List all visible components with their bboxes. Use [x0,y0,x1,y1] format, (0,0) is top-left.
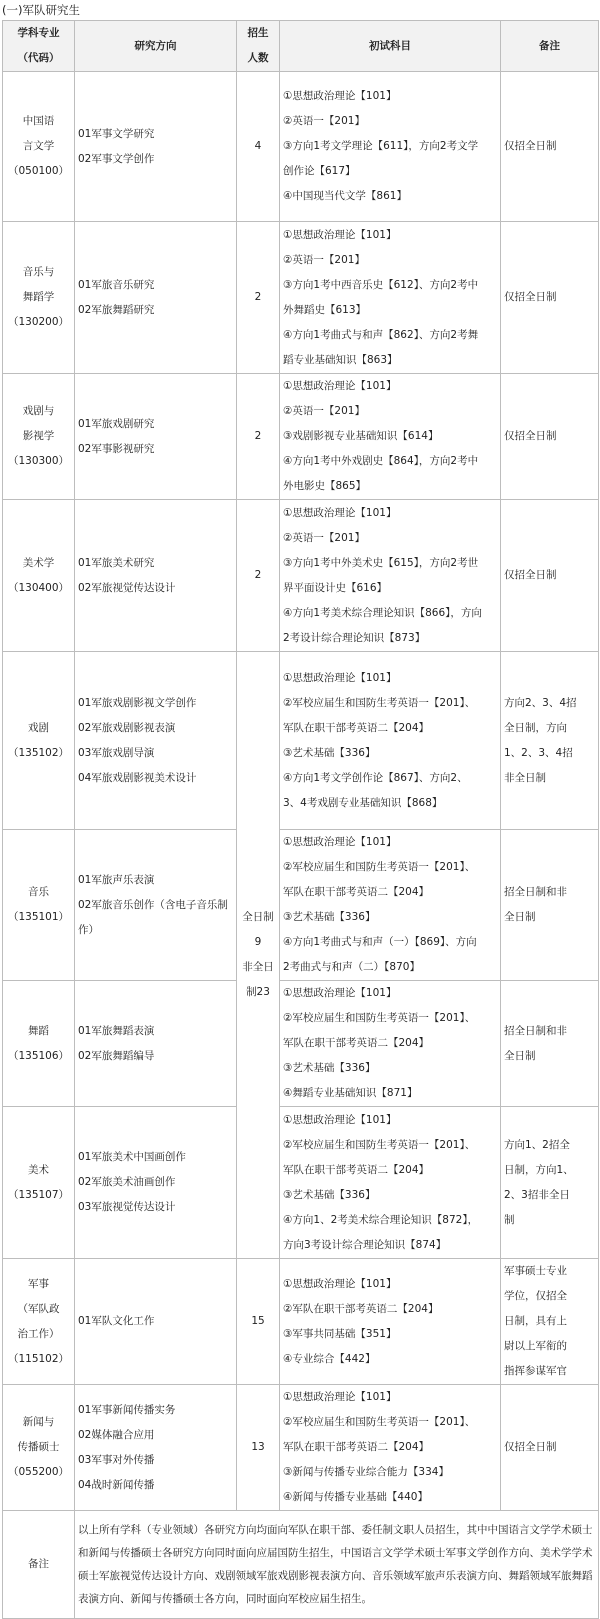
footnote-row [3,1511,599,1619]
exam-line: ③戏剧影视专业基础知识【614】 [283,430,439,442]
major-line: 军事 [28,1277,49,1290]
major-line: 音乐 [28,886,49,898]
major-cell [3,830,75,981]
header-direction: 研究方向 [75,21,237,72]
exam-line: ③方向1考中外美术史【615】，方向2考世 [283,556,479,569]
enroll-cell: 2 [237,374,280,500]
exam-line: ①思想政治理论【101】 [283,90,397,102]
note-cell [501,1107,599,1259]
header-major-line-2: （代码） [17,52,60,64]
exam-cell [280,222,501,374]
exam-line: 军队在职干部考英语二【204】 [283,1037,430,1049]
exam-line: ④方向1考中外戏剧史【864】，方向2考中 [283,455,479,467]
note-cell [501,981,599,1107]
major-line: 治工作） [17,1327,60,1340]
major-cell [3,500,75,652]
exam-line: 外电影史【865】 [283,480,367,492]
direction-cell [75,500,237,652]
section-title: (一)军队研究生 [2,3,80,17]
header-row [3,21,599,72]
direction-line: 01军旅美术中国画创作 [78,1151,186,1163]
note-line: 1、2、3、4招 [504,746,573,759]
direction-line: 02军事影视研究 [78,442,155,455]
enroll-merged-line: 全日制9 [242,911,274,948]
major-line: （135107） [7,1188,70,1201]
table-row [3,1107,599,1259]
exam-line: ①思想政治理论【101】 [283,228,397,241]
note-line: 仅招全日制 [504,430,557,442]
major-line: （135101） [7,911,70,923]
note-line: 仅招全日制 [504,569,557,581]
direction-cell [75,1259,237,1385]
major-line: （军队政 [17,1302,60,1315]
direction-cell [75,830,237,981]
exam-line: ③艺术基础【336】 [283,746,376,759]
exam-line: ①思想政治理论【101】 [283,836,397,848]
exam-line: 外舞蹈史【613】 [283,303,367,316]
exam-line: ④中国现当代文学【861】 [283,190,407,202]
exam-line: ④专业综合【442】 [283,1352,376,1365]
exam-cell [280,981,501,1107]
direction-line: 02军旅戏剧影视表演 [78,721,176,734]
note-line: 日制，方向1、 [504,1163,574,1176]
major-line: （135102） [7,746,70,759]
note-cell [501,222,599,374]
note-line: 军事硕士专业 [504,1265,567,1277]
major-cell [3,1259,75,1385]
exam-line: ④方向1、2考美术综合理论知识【872】， [283,1213,479,1226]
table-row [3,981,599,1107]
direction-line: 04军旅戏剧影视美术设计 [78,771,197,784]
major-cell [3,652,75,830]
header-note: 备注 [501,21,599,72]
direction-line: 03军旅视觉传达设计 [78,1201,176,1213]
enroll-cell: 2 [237,222,280,374]
note-line: 仅招全日制 [504,140,557,152]
exam-line: ②英语一【201】 [283,405,365,417]
exam-line: ③方向1考文学理论【611】，方向2考文学 [283,140,479,152]
table-row [3,72,599,222]
exam-cell [280,72,501,222]
exam-line: ①思想政治理论【101】 [283,1113,397,1126]
direction-line: 作） [78,923,99,936]
major-line: 舞蹈学 [22,291,55,303]
exam-line: 军队在职干部考英语二【204】 [283,1163,430,1176]
note-cell [501,500,599,652]
enroll-cell: 13 [237,1385,280,1511]
exam-line: 2考设计综合理论知识【873】 [283,631,426,644]
table-row [3,374,599,500]
direction-cell [75,1385,237,1511]
direction-cell [75,981,237,1107]
table-row [3,1259,599,1385]
exam-line: ②英语一【201】 [283,253,365,266]
enroll-cell: 2 [237,500,280,652]
major-line: （115102） [7,1352,70,1365]
exam-line: 蹈专业基础知识【863】 [283,353,398,366]
header-enroll-line-1: 招生 [247,27,269,39]
exam-line: 军队在职干部考英语二【204】 [283,886,430,898]
major-line: 美术学 [22,556,55,569]
note-line: 方向2、3、4招 [504,696,577,709]
exam-cell [280,1385,501,1511]
major-line: 戏剧 [28,721,49,734]
direction-cell [75,652,237,830]
footnote-label: 备注 [3,1511,75,1619]
exam-line: ③军事共同基础【351】 [283,1327,397,1340]
exam-line: ②军校应届生和国防生考英语一【201】、 [283,1012,476,1024]
enroll-merged-line: 非全日 [242,961,274,973]
note-line: 仅招全日制 [504,291,557,303]
direction-line: 02军旅音乐创作（含电子音乐制 [78,898,228,911]
note-cell [501,652,599,830]
exam-line: 2考曲式与和声（二）【870】 [283,961,420,973]
major-line: 音乐与 [22,266,55,278]
direction-line: 02军旅舞蹈研究 [78,303,155,316]
direction-cell [75,1107,237,1259]
major-cell [3,1107,75,1259]
note-line: 全日制 [504,911,536,923]
exam-line: ③新闻与传播专业综合能力【334】 [283,1466,449,1478]
header-enroll-line-2: 人数 [247,52,269,64]
note-line: 制 [504,1213,515,1226]
major-cell [3,374,75,500]
direction-line: 03军事对外传播 [78,1453,155,1466]
exam-line: ①思想政治理论【101】 [283,1391,397,1403]
direction-line: 04战时新闻传播 [78,1478,155,1491]
note-cell [501,72,599,222]
exam-line: ①思想政治理论【101】 [283,380,397,392]
note-line: 尉以上军衔的 [504,1340,567,1352]
exam-line: ①思想政治理论【101】 [283,506,397,519]
direction-cell [75,374,237,500]
note-line: 仅招全日制 [504,1441,557,1453]
enroll-merged-cell [237,652,280,1259]
note-cell [501,830,599,981]
exam-cell [280,1107,501,1259]
note-line: 学位，仅招全 [504,1290,567,1302]
direction-line: 02军旅视觉传达设计 [78,581,176,594]
note-cell [501,1385,599,1511]
major-line: 美术 [28,1163,49,1176]
exam-line: ②军校应届生和国防生考英语一【201】、 [283,1416,476,1428]
exam-line: 军队在职干部考英语二【204】 [283,721,430,734]
exam-line: ④方向1考曲式与和声【862】、方向2考舞 [283,328,479,341]
exam-cell [280,830,501,981]
direction-line: 01军旅声乐表演 [78,873,155,886]
exam-line: ②军校应届生和国防生考英语一【201】、 [283,696,476,709]
header-exam: 初试科目 [280,21,501,72]
direction-line: 01军旅音乐研究 [78,278,155,291]
major-line: 舞蹈 [28,1024,49,1037]
exam-line: ④方向1考文学创作论【867】、方向2、 [283,771,468,784]
major-line: （130200） [7,316,70,328]
table-row [3,222,599,374]
exam-line: ③艺术基础【336】 [283,911,376,923]
header-enroll [237,21,280,72]
exam-line: ③艺术基础【336】 [283,1062,376,1074]
exam-line: ④新闻与传播专业基础【440】 [283,1491,428,1503]
direction-line: 02军旅舞蹈编导 [78,1049,155,1062]
direction-line: 03军旅戏剧导演 [78,746,155,759]
direction-line: 01军旅美术研究 [78,556,155,569]
direction-line: 01军事新闻传播实务 [78,1403,176,1416]
major-line: （055200） [7,1466,70,1478]
major-line: （050100） [7,165,70,177]
table-row [3,830,599,981]
enroll-cell: 4 [237,72,280,222]
exam-line: ②军校应届生和国防生考英语一【201】、 [283,861,476,873]
exam-line: 军队在职干部考英语二【204】 [283,1441,430,1453]
note-line: 方向1、2招全 [504,1138,570,1151]
exam-line: ②英语一【201】 [283,531,365,544]
header-major [3,21,75,72]
direction-line: 01军旅戏剧研究 [78,417,155,430]
direction-line: 02军旅美术油画创作 [78,1176,176,1188]
direction-cell [75,72,237,222]
direction-line: 02媒体融合应用 [78,1428,155,1441]
note-line: 招全日制和非 [504,886,567,898]
direction-line: 01军旅舞蹈表演 [78,1024,155,1037]
note-line: 招全日制和非 [504,1024,567,1037]
note-cell [501,374,599,500]
note-line: 日制，具有上 [504,1315,567,1327]
exam-line: ④方向1考美术综合理论知识【866】，方向 [283,606,482,619]
major-cell [3,72,75,222]
major-line: 新闻与 [22,1416,55,1428]
note-line: 非全日制 [504,771,546,784]
major-line: 戏剧与 [22,405,55,417]
exam-line: ②军校应届生和国防生考英语一【201】、 [283,1138,476,1151]
major-line: （130400） [7,581,70,594]
footnote-text: 以上所有学科（专业领域）各研究方向均面向军队在职干部、委任制文职人员招生，其中中国语言文学学术硕士和新闻与传播硕士各研究方向同时面向应届国防生招生，中国语言文学学术硕士军事文学创作方向、美术学学术硕士军旅视觉传达设计方向、戏剧领域军旅戏剧影视表演方向、音乐领域军旅声乐表演方向、舞蹈领域军旅舞蹈表演方向、新闻与传播硕士各方向，同时面向军校应届生招生。 [75,1511,599,1619]
exam-cell [280,374,501,500]
exam-line: ①思想政治理论【101】 [283,987,397,999]
major-line: 传播硕士 [17,1441,60,1453]
major-cell [3,222,75,374]
exam-line: ①思想政治理论【101】 [283,671,397,684]
note-line: 全日制，方向 [504,721,567,734]
direction-cell [75,222,237,374]
note-line: 全日制 [504,1049,536,1062]
direction-line: 01军事文学研究 [78,127,155,140]
major-line: （130300） [7,455,70,467]
major-line: 言文学 [22,140,55,152]
exam-line: ②军队在职干部考英语二【204】 [283,1302,439,1315]
note-line: 指挥参谋军官 [504,1365,567,1377]
major-cell [3,1385,75,1511]
major-cell [3,981,75,1107]
direction-line: 02军事文学创作 [78,152,155,165]
header-major-line-1: 学科专业 [17,27,60,39]
major-line: 中国语 [22,115,55,127]
note-cell [501,1259,599,1385]
exam-line: 3、4考戏剧专业基础知识【868】 [283,796,443,809]
exam-line: ④舞蹈专业基础知识【871】 [283,1087,418,1099]
table-row [3,500,599,652]
exam-line: ①思想政治理论【101】 [283,1277,397,1290]
note-line: 2、3招非全日 [504,1188,570,1201]
enroll-merged-line: 制23 [246,986,270,998]
exam-line: ③方向1考中西音乐史【612】、方向2考中 [283,278,479,291]
exam-line: ②英语一【201】 [283,115,365,127]
exam-line: ④方向1考曲式与和声（一）【869】、方向 [283,936,477,948]
exam-line: 方向3考设计综合理论知识【874】 [283,1238,447,1251]
exam-line: 界平面设计史【616】 [283,581,388,594]
direction-line: 01军旅戏剧影视文学创作 [78,696,197,709]
major-line: （135106） [7,1049,70,1062]
exam-line: ③艺术基础【336】 [283,1188,376,1201]
direction-line: 01军队文化工作 [78,1315,155,1327]
table-row [3,1385,599,1511]
enrollment-table [2,20,599,1619]
table-row [3,652,599,830]
major-line: 影视学 [22,430,55,442]
exam-cell [280,1259,501,1385]
exam-line: 创作论【617】 [283,165,356,177]
enroll-cell: 15 [237,1259,280,1385]
exam-cell [280,652,501,830]
exam-cell [280,500,501,652]
